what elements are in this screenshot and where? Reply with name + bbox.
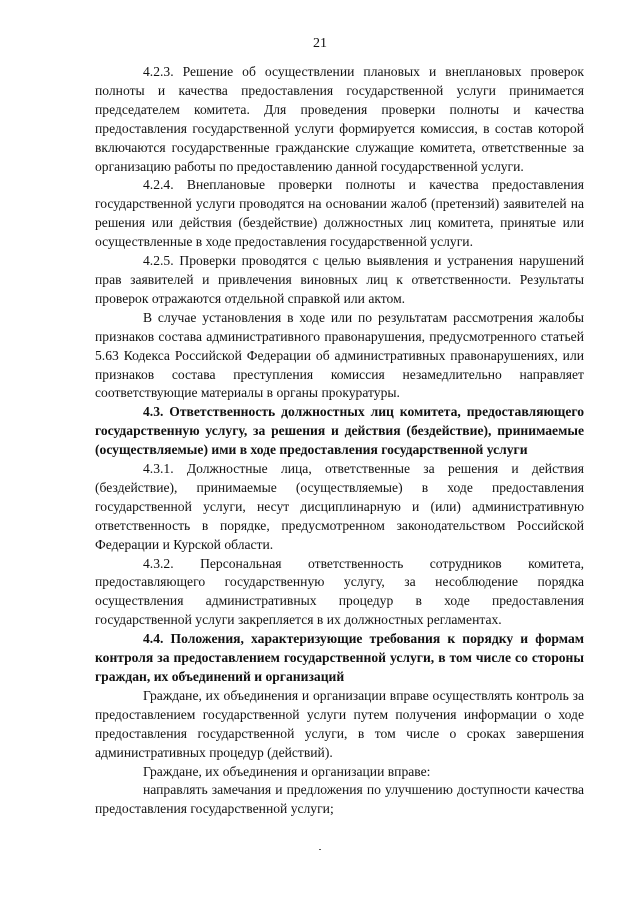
paragraph-citizens-control: Граждане, их объединения и организации вправе осуществлять контроль за предоставлением государственной услуги путем получения информации о ходе предоставления государственной услуги, в том числе о сроках завершения административных процедур (действий). — [95, 687, 584, 760]
scan-dot — [319, 849, 321, 850]
paragraph-4-2-3: 4.2.3. Решение об осуществлении плановых и внеплановых проверок полноты и качества предоставления государственной услуги принимается председателем комитета. Для проведения проверки полноты и качества предоставления государственной услуги формируется комиссия, в состав которой включаются государственные гражданские служащие комитета, ответственные за организацию работы по предоставлению данной государственной услуги. — [95, 64, 584, 174]
paragraph-4-2-4: 4.2.4. Внеплановые проверки полноты и качества предоставления государственной услуги проводятся на основании жалоб (претензий) заявителей на решения или действия (бездействие) должностных лиц комитета, принятые или осуществленные в ходе предоставления государственной услуги. — [95, 177, 584, 250]
paragraph-prosecution: В случае установления в ходе или по результатам рассмотрения жалобы признаков состава административного правонарушения, предусмотренного статьей 5.63 Кодекса Российской Федерации об административных правонарушениях, или признаков состава преступления комиссия незамедлительно направляет соответствующие материалы в органы прокуратуры. — [95, 309, 584, 401]
paragraph-4-2-5: 4.2.5. Проверки проводятся с целью выявления и устранения нарушений прав заявителей и привлечения виновных лиц к ответственности. Результаты проверок отражаются отдельной справкой или актом. — [95, 253, 584, 306]
page-number: 21 — [313, 36, 327, 51]
paragraph-4-3-2: 4.3.2. Персональная ответственность сотрудников комитета, предоставляющего государственную услугу, за несоблюдение порядка осуществления административных процедур в ходе предоставления государственной услуги закрепляется в их должностных регламентах. — [95, 555, 584, 628]
paragraph-send-remarks: направлять замечания и предложения по улучшению доступности качества предоставления государственной услуги; — [95, 782, 584, 817]
section-heading-4-3: 4.3. Ответственность должностных лиц комитета, предоставляющего государственную услугу, за решения и действия (бездействие), принимаемые (осуществляемые) ими в ходе предоставления государственной услуги — [95, 404, 584, 458]
paragraph-4-3-1: 4.3.1. Должностные лица, ответственные за решения и действия (бездействие), принимаемые (осуществляемые) в ходе предоставления государственной услуги, несут дисциплинарную и (или) административную ответственность в порядке, предусмотренном законодательством Российской Федерации и Курской области. — [95, 461, 584, 552]
paragraph-citizens-rights: Граждане, их объединения и организации вправе: — [143, 763, 431, 779]
document-body — [95, 63, 584, 819]
section-heading-4-4: 4.4. Положения, характеризующие требования к порядку и формам контроля за предоставлением государственной услуги, в том числе со стороны граждан, их объединений и организаций — [95, 631, 584, 684]
